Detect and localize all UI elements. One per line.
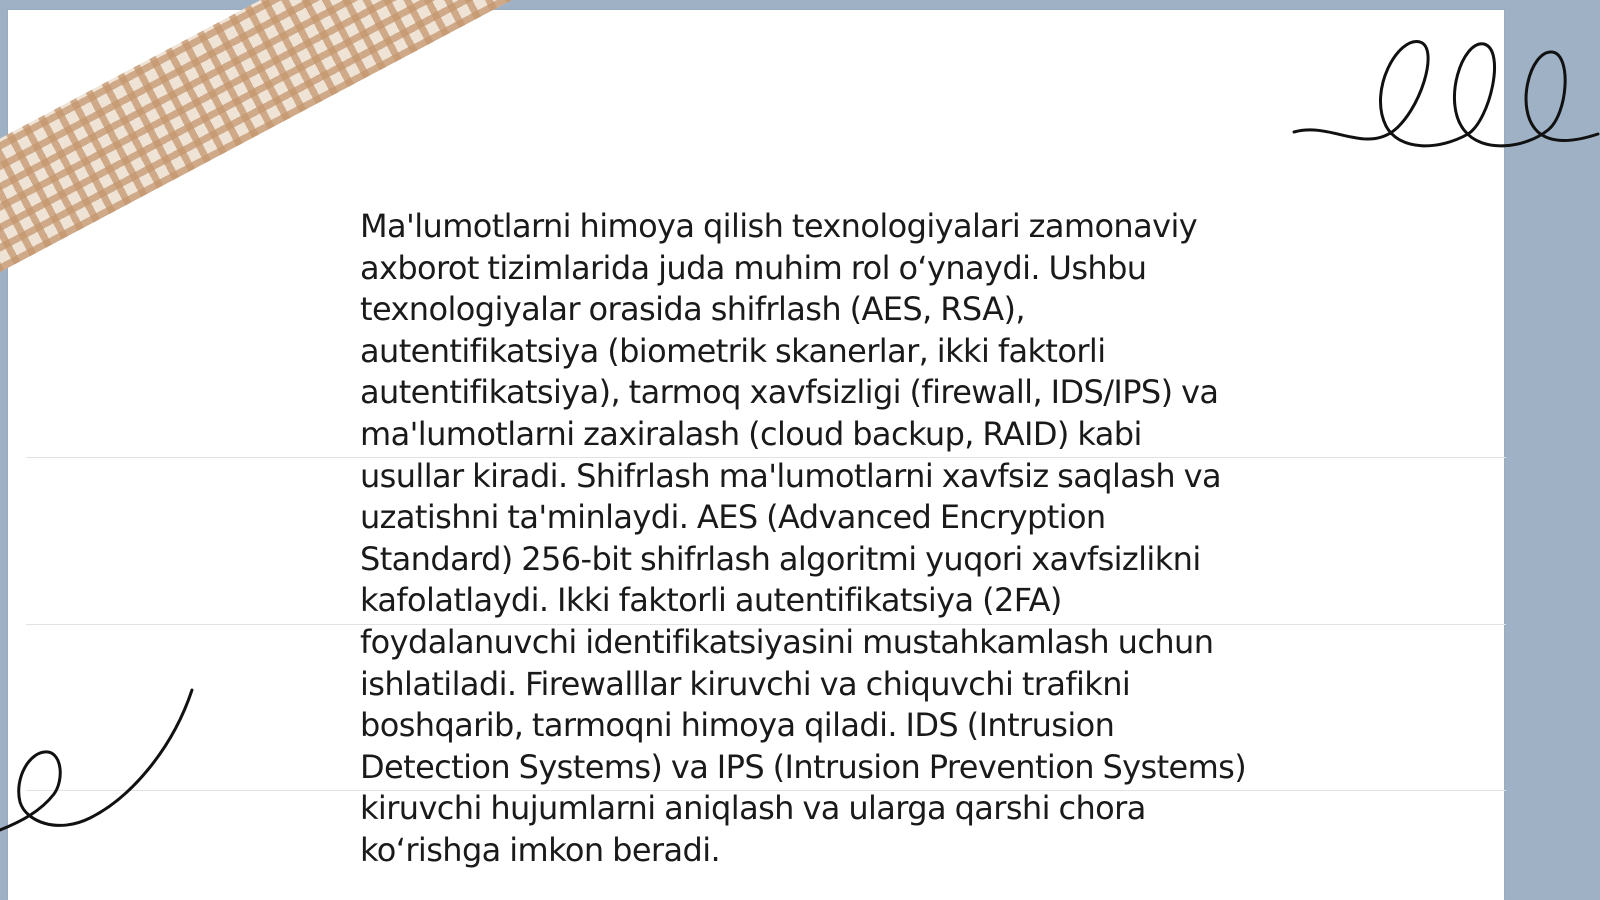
loop-squiggle-icon	[0, 690, 200, 850]
loop-squiggle-icon	[1290, 30, 1600, 170]
body-paragraph: Ma'lumotlarni himoya qilish texnologiyalari zamonaviy axborot tizimlarida juda muhim rol o‘ynaydi. Ushbu texnologiyalar orasida shifrlash (AES, RSA), autentifikatsiya (biometrik skanerlar, ikki faktorli autentifikatsiya), tarmoq xavfsizligi (firewall, IDS/IPS) va ma'lumotlarni zaxiralash (cloud backup, RAID) kabi usullar kiradi. Shifrlash ma'lumotlarni xavfsiz saqlash va uzatishni ta'minlaydi. AES (Advanced Encryption Standard) 256-bit shifrlash algoritmi yuqori xavfsizlikni kafolatlaydi. Ikki faktorli autentifikatsiya (2FA) foydalanuvchi identifikatsiyasini mustahkamlash uchun ishlatiladi. Firewalllar kiruvchi va chiquvchi trafikni boshqarib, tarmoqni himoya qiladi. IDS (Intrusion Detection Systems) va IPS (Intrusion Prevention Systems) kiruvchi hujumlarni aniqlash va ularga qarshi chora ko‘rishga imkon beradi.	[360, 207, 1247, 869]
